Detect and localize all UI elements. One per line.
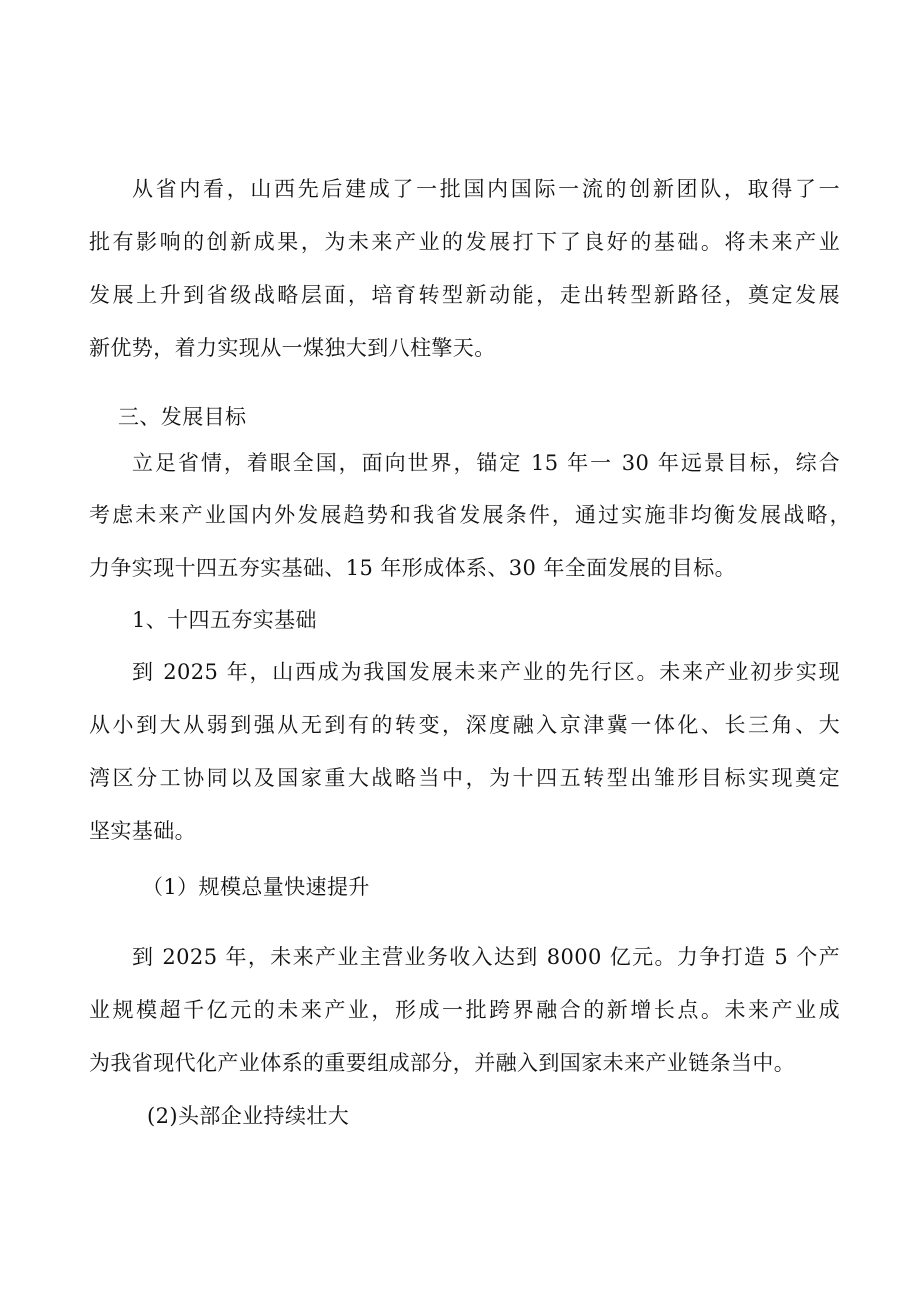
paragraph-line: 发展上升到省级战略层面，培育转型新动能，走出转型新路径，奠定发展	[89, 283, 840, 307]
paragraph-line: 从省内看，山西先后建成了一批国内国际一流的创新团队，取得了一	[132, 177, 840, 201]
paragraph-line: 到 2025 年，未来产业主营业务收入达到 8000 亿元。力争打造 5 个产	[132, 945, 840, 969]
paragraph-line: 新优势，着力实现从一煤独大到八柱擎天。	[89, 336, 496, 360]
paragraph-line: 立足省情，着眼全国，面向世界，锚定 15 年一 30 年远景目标，综合	[132, 451, 840, 475]
section-heading: 三、发展目标	[118, 405, 247, 429]
item-heading: （1）规模总量快速提升	[142, 875, 370, 899]
paragraph-line: 考虑未来产业国内外发展趋势和我省发展条件，通过实施非均衡发展战略，	[89, 503, 851, 527]
paragraph-line: 为我省现代化产业体系的重要组成部分，并融入到国家未来产业链条当中。	[89, 1051, 796, 1075]
paragraph-line: 业规模超千亿元的未来产业，形成一批跨界融合的新增长点。未来产业成	[89, 998, 840, 1022]
item-heading: (2)头部企业持续壮大	[147, 1104, 350, 1128]
paragraph-line: 坚实基础。	[89, 819, 196, 843]
paragraph-line: 湾区分工协同以及国家重大战略当中，为十四五转型出雏形目标实现奠定	[89, 766, 840, 790]
paragraph-line: 批有影响的创新成果，为未来产业的发展打下了良好的基础。将未来产业	[89, 230, 840, 254]
paragraph-line: 从小到大从弱到强从无到有的转变，深度融入京津冀一体化、长三角、大	[89, 713, 840, 737]
paragraph-line: 到 2025 年，山西成为我国发展未来产业的先行区。未来产业初步实现	[132, 660, 840, 684]
paragraph-line: 力争实现十四五夯实基础、15 年形成体系、30 年全面发展的目标。	[89, 556, 736, 580]
subsection-heading: 1、十四五夯实基础	[132, 608, 317, 632]
